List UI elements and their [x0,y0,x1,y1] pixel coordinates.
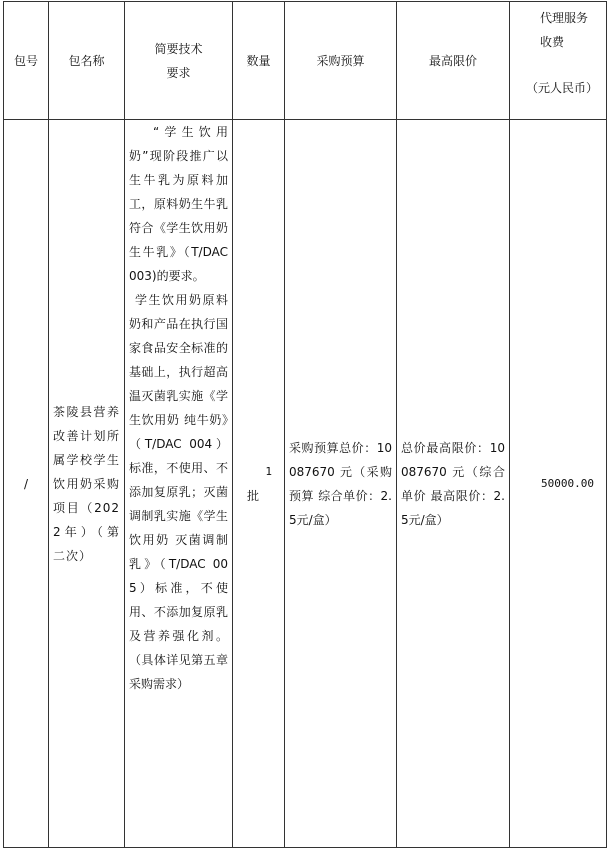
cell-qty [233,120,285,848]
procurement-table [3,1,607,848]
header-qty: 数量 [233,2,285,120]
header-fee [510,2,607,120]
qty-unit: 批 [247,488,260,503]
header-budget: 采购预算 [285,2,397,120]
header-pkg-no: 包号 [4,2,49,120]
header-max-price: 最高限价 [397,2,510,120]
cell-tech [125,120,233,848]
cell-pkg-name: 茶陵县营养改善计划所属学校学生饮用奶采购项目（2022年）（第二次） [49,120,125,848]
tech-paragraph-1: “学生饮用奶”现阶段推广以生牛乳为原料加工，原料奶生牛乳符合《学生饮用奶 生牛乳》（T/DAC 003)的要求。 [129,125,228,283]
qty-number: 1 [265,464,272,478]
tech-paragraph-2: 学生饮用奶原料奶和产品在执行国家食品安全标准的基础上，执行超高温灭菌乳实施《学生饮用奶 纯牛奶》（T/DAC 004）标准，不使用、不添加复原乳；灭菌调制乳实施《学生饮用奶 灭菌调制乳》（T/DAC 005）标准，不使用、不添加复原乳及营养强化剂。（具体详见第五章采购需求） [129,293,228,691]
cell-pkg-no: / [4,120,49,848]
header-fee-unit: （元人民币） [525,81,598,95]
cell-fee: 50000.00 [510,120,607,848]
cell-budget: 采购预算总价：10087670 元（采购预算 综合单价：2.5元/盒） [285,120,397,848]
header-fee-title: 代理服务收费 [540,11,589,49]
header-tech: 简要技术要求 [125,2,233,120]
header-pkg-name: 包名称 [49,2,125,120]
cell-max-price: 总价最高限价：10087670 元（综合单价 最高限价：2.5元/盒） [397,120,510,848]
table-header-row [4,2,607,120]
table-row [4,120,607,848]
